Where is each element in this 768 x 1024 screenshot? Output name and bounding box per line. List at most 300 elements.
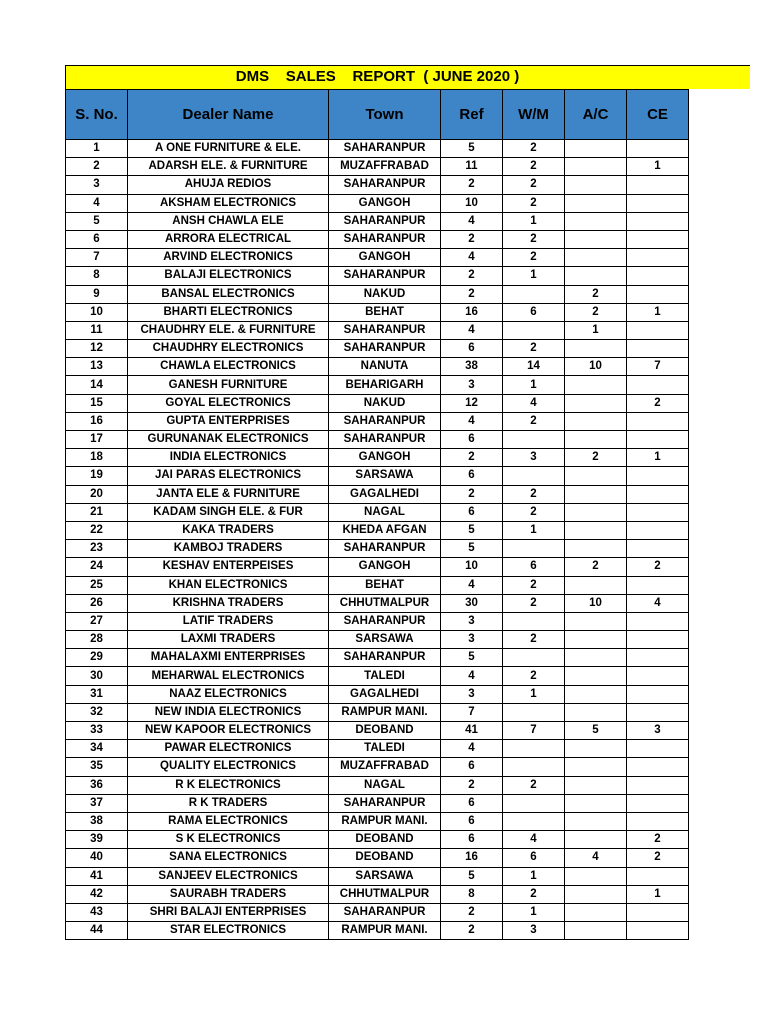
- cell-town: SAHARANPUR: [329, 230, 441, 248]
- table-row: [66, 249, 689, 267]
- cell-town: SARSAWA: [329, 467, 441, 485]
- cell-ref: 6: [441, 831, 503, 849]
- cell-wm: 6: [503, 849, 565, 867]
- cell-sno: 44: [66, 922, 128, 940]
- cell-ref: 6: [441, 431, 503, 449]
- table-row: [66, 267, 689, 285]
- cell-ref: 10: [441, 194, 503, 212]
- cell-ac: [565, 576, 627, 594]
- cell-ce: 1: [627, 885, 689, 903]
- cell-sno: 42: [66, 885, 128, 903]
- cell-ac: [565, 867, 627, 885]
- cell-sno: 17: [66, 431, 128, 449]
- cell-dealer-name: JANTA ELE & FURNITURE: [128, 485, 329, 503]
- header-sno: S. No.: [66, 90, 128, 140]
- table-row: [66, 412, 689, 430]
- cell-ce: [627, 503, 689, 521]
- cell-town: SAHARANPUR: [329, 321, 441, 339]
- cell-sno: 36: [66, 776, 128, 794]
- cell-wm: 1: [503, 685, 565, 703]
- table-row: [66, 431, 689, 449]
- cell-town: RAMPUR MANI.: [329, 922, 441, 940]
- cell-ce: [627, 867, 689, 885]
- cell-sno: 32: [66, 703, 128, 721]
- table-row: [66, 612, 689, 630]
- cell-ce: [627, 649, 689, 667]
- cell-ref: 7: [441, 703, 503, 721]
- cell-wm: 6: [503, 303, 565, 321]
- cell-dealer-name: NAAZ ELECTRONICS: [128, 685, 329, 703]
- cell-wm: 1: [503, 212, 565, 230]
- cell-town: SAHARANPUR: [329, 540, 441, 558]
- cell-ref: 4: [441, 249, 503, 267]
- table-body: [66, 140, 689, 940]
- cell-wm: [503, 285, 565, 303]
- cell-ref: 3: [441, 631, 503, 649]
- cell-dealer-name: CHAWLA ELECTRONICS: [128, 358, 329, 376]
- cell-ce: [627, 576, 689, 594]
- cell-ac: 4: [565, 849, 627, 867]
- cell-ce: [627, 194, 689, 212]
- cell-ce: [627, 631, 689, 649]
- cell-sno: 14: [66, 376, 128, 394]
- cell-wm: 2: [503, 158, 565, 176]
- cell-ce: [627, 230, 689, 248]
- cell-town: SAHARANPUR: [329, 340, 441, 358]
- cell-town: NANUTA: [329, 358, 441, 376]
- cell-dealer-name: RAMA ELECTRONICS: [128, 812, 329, 830]
- cell-wm: 7: [503, 722, 565, 740]
- cell-ref: 2: [441, 485, 503, 503]
- cell-ce: 2: [627, 394, 689, 412]
- cell-town: GANGOH: [329, 449, 441, 467]
- cell-ac: [565, 812, 627, 830]
- cell-wm: 6: [503, 558, 565, 576]
- cell-sno: 25: [66, 576, 128, 594]
- cell-ref: 4: [441, 412, 503, 430]
- cell-wm: 2: [503, 176, 565, 194]
- cell-town: SAHARANPUR: [329, 267, 441, 285]
- cell-ref: 2: [441, 449, 503, 467]
- table-row: [66, 667, 689, 685]
- cell-ac: [565, 922, 627, 940]
- cell-dealer-name: A ONE FURNITURE & ELE.: [128, 140, 329, 158]
- cell-dealer-name: AHUJA REDIOS: [128, 176, 329, 194]
- cell-ce: [627, 321, 689, 339]
- cell-sno: 41: [66, 867, 128, 885]
- table-row: [66, 812, 689, 830]
- cell-town: SAHARANPUR: [329, 412, 441, 430]
- cell-dealer-name: SANA ELECTRONICS: [128, 849, 329, 867]
- table-row: [66, 176, 689, 194]
- cell-town: GAGALHEDI: [329, 485, 441, 503]
- cell-dealer-name: CHAUDHRY ELE. & FURNITURE: [128, 321, 329, 339]
- cell-dealer-name: BANSAL ELECTRONICS: [128, 285, 329, 303]
- table-row: [66, 885, 689, 903]
- table-row: [66, 503, 689, 521]
- cell-dealer-name: SANJEEV ELECTRONICS: [128, 867, 329, 885]
- cell-wm: 2: [503, 594, 565, 612]
- table-row: [66, 140, 689, 158]
- cell-ce: [627, 612, 689, 630]
- cell-dealer-name: SHRI BALAJI ENTERPRISES: [128, 903, 329, 921]
- cell-sno: 16: [66, 412, 128, 430]
- cell-sno: 26: [66, 594, 128, 612]
- cell-wm: 2: [503, 631, 565, 649]
- table-row: [66, 340, 689, 358]
- cell-wm: [503, 321, 565, 339]
- cell-sno: 29: [66, 649, 128, 667]
- table-row: [66, 394, 689, 412]
- table-row: [66, 576, 689, 594]
- cell-ce: 1: [627, 303, 689, 321]
- cell-dealer-name: GANESH FURNITURE: [128, 376, 329, 394]
- cell-wm: 2: [503, 885, 565, 903]
- table-row: [66, 794, 689, 812]
- cell-ac: 2: [565, 449, 627, 467]
- cell-ce: [627, 740, 689, 758]
- cell-ac: [565, 230, 627, 248]
- cell-dealer-name: R K ELECTRONICS: [128, 776, 329, 794]
- cell-sno: 21: [66, 503, 128, 521]
- cell-ref: 5: [441, 140, 503, 158]
- table-row: [66, 303, 689, 321]
- cell-ac: 10: [565, 358, 627, 376]
- cell-sno: 13: [66, 358, 128, 376]
- table-row: [66, 703, 689, 721]
- cell-ref: 6: [441, 503, 503, 521]
- cell-sno: 30: [66, 667, 128, 685]
- cell-ac: [565, 176, 627, 194]
- cell-sno: 38: [66, 812, 128, 830]
- cell-wm: [503, 431, 565, 449]
- cell-ac: [565, 140, 627, 158]
- cell-ce: [627, 467, 689, 485]
- cell-ref: 2: [441, 267, 503, 285]
- cell-ac: [565, 631, 627, 649]
- cell-ref: 41: [441, 722, 503, 740]
- table-row: [66, 521, 689, 539]
- cell-ref: 3: [441, 376, 503, 394]
- table-row: [66, 540, 689, 558]
- cell-sno: 2: [66, 158, 128, 176]
- cell-sno: 15: [66, 394, 128, 412]
- cell-ref: 5: [441, 521, 503, 539]
- cell-ce: [627, 667, 689, 685]
- header-wm: W/M: [503, 90, 565, 140]
- cell-town: DEOBAND: [329, 831, 441, 849]
- cell-ce: [627, 267, 689, 285]
- cell-town: SAHARANPUR: [329, 140, 441, 158]
- cell-ce: [627, 922, 689, 940]
- cell-ac: [565, 885, 627, 903]
- cell-ce: [627, 140, 689, 158]
- cell-ac: [565, 667, 627, 685]
- cell-town: RAMPUR MANI.: [329, 812, 441, 830]
- cell-sno: 34: [66, 740, 128, 758]
- table-row: [66, 230, 689, 248]
- cell-ref: 10: [441, 558, 503, 576]
- cell-ac: [565, 794, 627, 812]
- cell-ac: [565, 776, 627, 794]
- cell-dealer-name: KAKA TRADERS: [128, 521, 329, 539]
- cell-sno: 23: [66, 540, 128, 558]
- table-row: [66, 867, 689, 885]
- cell-ce: 2: [627, 849, 689, 867]
- cell-ce: 1: [627, 158, 689, 176]
- table-row: [66, 722, 689, 740]
- cell-dealer-name: NEW INDIA ELECTRONICS: [128, 703, 329, 721]
- cell-ref: 6: [441, 812, 503, 830]
- cell-sno: 1: [66, 140, 128, 158]
- cell-dealer-name: SAURABH TRADERS: [128, 885, 329, 903]
- cell-town: MUZAFFRABAD: [329, 758, 441, 776]
- table-row: [66, 649, 689, 667]
- cell-wm: [503, 649, 565, 667]
- cell-ce: [627, 212, 689, 230]
- cell-wm: 4: [503, 394, 565, 412]
- cell-ref: 12: [441, 394, 503, 412]
- cell-town: MUZAFFRABAD: [329, 158, 441, 176]
- cell-ac: [565, 412, 627, 430]
- table-row: [66, 158, 689, 176]
- cell-sno: 43: [66, 903, 128, 921]
- cell-town: DEOBAND: [329, 849, 441, 867]
- cell-sno: 18: [66, 449, 128, 467]
- cell-ac: 2: [565, 285, 627, 303]
- cell-dealer-name: MEHARWAL ELECTRONICS: [128, 667, 329, 685]
- cell-wm: 2: [503, 576, 565, 594]
- cell-town: BEHAT: [329, 303, 441, 321]
- cell-ce: [627, 412, 689, 430]
- cell-ce: [627, 540, 689, 558]
- cell-wm: [503, 758, 565, 776]
- table-row: [66, 285, 689, 303]
- cell-town: NAGAL: [329, 776, 441, 794]
- header-dealer-name: Dealer Name: [128, 90, 329, 140]
- cell-sno: 35: [66, 758, 128, 776]
- cell-town: SARSAWA: [329, 631, 441, 649]
- cell-ac: [565, 212, 627, 230]
- cell-wm: 3: [503, 449, 565, 467]
- cell-dealer-name: GUPTA ENTERPRISES: [128, 412, 329, 430]
- table-row: [66, 376, 689, 394]
- cell-ac: [565, 612, 627, 630]
- cell-wm: [503, 467, 565, 485]
- table-row: [66, 467, 689, 485]
- cell-town: SAHARANPUR: [329, 431, 441, 449]
- cell-ac: [565, 158, 627, 176]
- cell-wm: 2: [503, 340, 565, 358]
- cell-ref: 2: [441, 176, 503, 194]
- cell-dealer-name: KESHAV ENTERPEISES: [128, 558, 329, 576]
- cell-town: NAKUD: [329, 394, 441, 412]
- cell-ce: 2: [627, 831, 689, 849]
- header-ref: Ref: [441, 90, 503, 140]
- cell-ce: [627, 176, 689, 194]
- cell-ac: 2: [565, 303, 627, 321]
- cell-town: RAMPUR MANI.: [329, 703, 441, 721]
- cell-ac: 1: [565, 321, 627, 339]
- cell-sno: 39: [66, 831, 128, 849]
- cell-dealer-name: GURUNANAK ELECTRONICS: [128, 431, 329, 449]
- cell-ac: [565, 521, 627, 539]
- cell-sno: 3: [66, 176, 128, 194]
- cell-ac: [565, 431, 627, 449]
- cell-dealer-name: BALAJI ELECTRONICS: [128, 267, 329, 285]
- cell-ac: [565, 394, 627, 412]
- cell-wm: 1: [503, 903, 565, 921]
- cell-ref: 6: [441, 794, 503, 812]
- header-town: Town: [329, 90, 441, 140]
- cell-ref: 5: [441, 867, 503, 885]
- cell-ac: [565, 485, 627, 503]
- table-row: [66, 194, 689, 212]
- table-row: [66, 485, 689, 503]
- cell-wm: 2: [503, 249, 565, 267]
- cell-ce: [627, 903, 689, 921]
- cell-town: CHHUTMALPUR: [329, 885, 441, 903]
- table-row: [66, 903, 689, 921]
- cell-ac: 10: [565, 594, 627, 612]
- table-row: [66, 558, 689, 576]
- cell-ce: [627, 485, 689, 503]
- cell-ac: [565, 249, 627, 267]
- cell-ce: [627, 758, 689, 776]
- cell-ce: 4: [627, 594, 689, 612]
- cell-ac: 2: [565, 558, 627, 576]
- cell-ce: [627, 794, 689, 812]
- cell-town: GAGALHEDI: [329, 685, 441, 703]
- table-row: [66, 740, 689, 758]
- cell-ac: [565, 340, 627, 358]
- cell-dealer-name: MAHALAXMI ENTERPRISES: [128, 649, 329, 667]
- cell-ref: 3: [441, 612, 503, 630]
- table-row: [66, 758, 689, 776]
- cell-dealer-name: ARVIND ELECTRONICS: [128, 249, 329, 267]
- cell-sno: 20: [66, 485, 128, 503]
- cell-dealer-name: KAMBOJ TRADERS: [128, 540, 329, 558]
- table-row: [66, 776, 689, 794]
- cell-town: CHHUTMALPUR: [329, 594, 441, 612]
- cell-ac: [565, 267, 627, 285]
- cell-wm: [503, 812, 565, 830]
- cell-ac: [565, 467, 627, 485]
- cell-ref: 3: [441, 685, 503, 703]
- cell-ref: 5: [441, 649, 503, 667]
- cell-ref: 38: [441, 358, 503, 376]
- cell-ac: [565, 685, 627, 703]
- cell-ref: 6: [441, 340, 503, 358]
- report-title-bar: [65, 65, 750, 89]
- cell-sno: 33: [66, 722, 128, 740]
- table-row: [66, 831, 689, 849]
- table-row: [66, 358, 689, 376]
- cell-town: DEOBAND: [329, 722, 441, 740]
- cell-ce: [627, 703, 689, 721]
- cell-wm: [503, 794, 565, 812]
- cell-ac: [565, 831, 627, 849]
- cell-sno: 31: [66, 685, 128, 703]
- cell-ref: 16: [441, 849, 503, 867]
- cell-ce: 2: [627, 558, 689, 576]
- cell-ref: 4: [441, 667, 503, 685]
- cell-wm: [503, 540, 565, 558]
- cell-town: TALEDI: [329, 667, 441, 685]
- cell-wm: [503, 612, 565, 630]
- cell-town: SAHARANPUR: [329, 794, 441, 812]
- cell-ref: 6: [441, 467, 503, 485]
- cell-dealer-name: AKSHAM ELECTRONICS: [128, 194, 329, 212]
- cell-wm: 1: [503, 376, 565, 394]
- cell-sno: 19: [66, 467, 128, 485]
- cell-ref: 2: [441, 285, 503, 303]
- cell-sno: 40: [66, 849, 128, 867]
- cell-wm: [503, 740, 565, 758]
- cell-ce: 7: [627, 358, 689, 376]
- cell-town: SAHARANPUR: [329, 612, 441, 630]
- cell-ce: [627, 285, 689, 303]
- cell-ce: [627, 376, 689, 394]
- cell-sno: 11: [66, 321, 128, 339]
- cell-ref: 4: [441, 321, 503, 339]
- cell-sno: 28: [66, 631, 128, 649]
- cell-town: NAGAL: [329, 503, 441, 521]
- cell-town: GANGOH: [329, 558, 441, 576]
- cell-dealer-name: LAXMI TRADERS: [128, 631, 329, 649]
- cell-dealer-name: ADARSH ELE. & FURNITURE: [128, 158, 329, 176]
- cell-town: SARSAWA: [329, 867, 441, 885]
- cell-ac: [565, 703, 627, 721]
- cell-ref: 4: [441, 740, 503, 758]
- cell-dealer-name: JAI PARAS ELECTRONICS: [128, 467, 329, 485]
- cell-dealer-name: PAWAR ELECTRONICS: [128, 740, 329, 758]
- cell-town: TALEDI: [329, 740, 441, 758]
- cell-sno: 24: [66, 558, 128, 576]
- cell-ref: 2: [441, 903, 503, 921]
- cell-ref: 6: [441, 758, 503, 776]
- sales-report-table: [65, 89, 689, 940]
- cell-dealer-name: BHARTI ELECTRONICS: [128, 303, 329, 321]
- cell-town: BEHAT: [329, 576, 441, 594]
- table-row: [66, 594, 689, 612]
- cell-ac: 5: [565, 722, 627, 740]
- cell-town: SAHARANPUR: [329, 649, 441, 667]
- cell-wm: 2: [503, 667, 565, 685]
- table-row: [66, 631, 689, 649]
- cell-sno: 8: [66, 267, 128, 285]
- cell-dealer-name: QUALITY ELECTRONICS: [128, 758, 329, 776]
- cell-ce: 1: [627, 449, 689, 467]
- cell-ce: [627, 812, 689, 830]
- cell-ref: 11: [441, 158, 503, 176]
- cell-ce: [627, 431, 689, 449]
- cell-ce: [627, 521, 689, 539]
- cell-sno: 37: [66, 794, 128, 812]
- cell-dealer-name: LATIF TRADERS: [128, 612, 329, 630]
- cell-town: KHEDA AFGAN: [329, 521, 441, 539]
- table-row: [66, 321, 689, 339]
- cell-dealer-name: KHAN ELECTRONICS: [128, 576, 329, 594]
- cell-wm: 14: [503, 358, 565, 376]
- cell-ref: 2: [441, 230, 503, 248]
- cell-wm: 2: [503, 503, 565, 521]
- cell-dealer-name: NEW KAPOOR ELECTRONICS: [128, 722, 329, 740]
- cell-dealer-name: GOYAL ELECTRONICS: [128, 394, 329, 412]
- report-title: DMS SALES REPORT ( JUNE 2020 ): [235, 68, 520, 85]
- cell-ac: [565, 376, 627, 394]
- cell-town: SAHARANPUR: [329, 212, 441, 230]
